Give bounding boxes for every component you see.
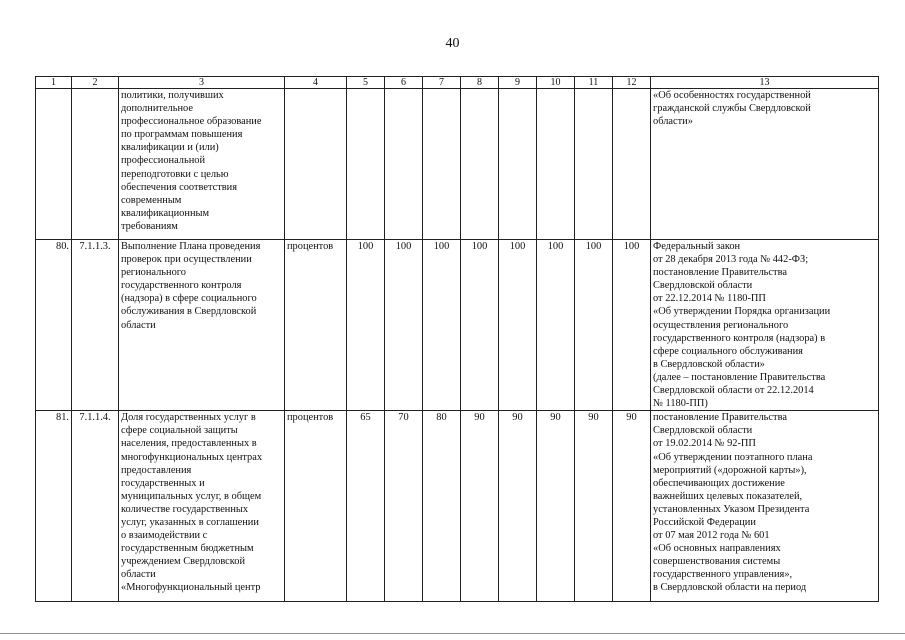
value-cell [423,89,461,240]
header-cell: 6 [385,77,423,89]
indicator-name: Выполнение Плана проведения проверок при осуществлении регионального государственного контроля (надзора) в сфере социального обслуживания в Свердловской области [119,240,285,411]
unit: процентов [285,411,347,602]
value-cell: 100 [499,240,537,411]
value-cell [347,89,385,240]
header-cell: 13 [651,77,879,89]
legal-basis: «Об особенностях государственной гражданской службы Свердловской области» [651,89,879,240]
header-cell: 11 [575,77,613,89]
header-cell: 7 [423,77,461,89]
value-cell [575,89,613,240]
value-cell [613,89,651,240]
value-cell: 90 [575,411,613,602]
indicators-table [35,76,879,602]
header-cell: 10 [537,77,575,89]
header-cell: 2 [72,77,119,89]
value-cell: 65 [347,411,385,602]
header-cell: 5 [347,77,385,89]
unit: процентов [285,240,347,411]
indicator-name: Доля государственных услуг в сфере социальной защиты населения, предоставленных в многофункциональных центрах предоставления государственных и муниципальных услуг, в общем количестве государственных услуг, указанных в соглашении о взаимодействии с государственным бюджетным учреждением Свердловской области «Многофункциональный центр [119,411,285,602]
value-cell: 90 [499,411,537,602]
header-cell: 12 [613,77,651,89]
table-row [36,89,879,240]
indicator-code: 7.1.1.3. [72,240,119,411]
page-number: 40 [445,36,460,51]
table-header-row [36,77,879,89]
row-number [36,89,72,240]
header-cell: 1 [36,77,72,89]
value-cell: 100 [385,240,423,411]
value-cell [385,89,423,240]
value-cell: 100 [423,240,461,411]
value-cell: 90 [461,411,499,602]
header-cell: 4 [285,77,347,89]
table-row [36,240,879,411]
value-cell: 80 [423,411,461,602]
value-cell: 100 [461,240,499,411]
value-cell: 100 [613,240,651,411]
row-number: 80. [36,240,72,411]
table-row [36,411,879,602]
header-cell: 3 [119,77,285,89]
indicator-code [72,89,119,240]
legal-basis: Федеральный закон от 28 декабря 2013 года № 442-ФЗ; постановление Правительства Свердловской области от 22.12.2014 № 1180-ПП «Об утверждении Порядка организации осуществления регионального государственного контроля (надзора) в сфере социального обслуживания в Свердловской области» (далее – постановление Правительства Свердловской области от 22.12.2014 № 1180-ПП) [651,240,879,411]
indicator-code: 7.1.1.4. [72,411,119,602]
value-cell: 100 [537,240,575,411]
value-cell: 70 [385,411,423,602]
value-cell: 90 [537,411,575,602]
value-cell: 100 [575,240,613,411]
legal-basis: постановление Правительства Свердловской области от 19.02.2014 № 92-ПП «Об утверждении поэтапного плана мероприятий («дорожной карты»), обеспечивающих достижение важнейших целевых показателей, установленных Указом Президента Российской Федерации от 07 мая 2012 года № 601 «Об основных направлениях совершенствования системы государственного управления», в Свердловской области на период [651,411,879,602]
value-cell: 100 [347,240,385,411]
row-number: 81. [36,411,72,602]
header-cell: 9 [499,77,537,89]
value-cell [461,89,499,240]
value-cell [537,89,575,240]
indicator-name: политики, получивших дополнительное профессиональное образование по программам повышения квалификации и (или) профессиональной переподготовки с целью обеспечения соответствия современным квалификационным требованиям [119,89,285,240]
page-bottom-edge [0,633,905,637]
value-cell: 90 [613,411,651,602]
value-cell [499,89,537,240]
unit [285,89,347,240]
header-cell: 8 [461,77,499,89]
